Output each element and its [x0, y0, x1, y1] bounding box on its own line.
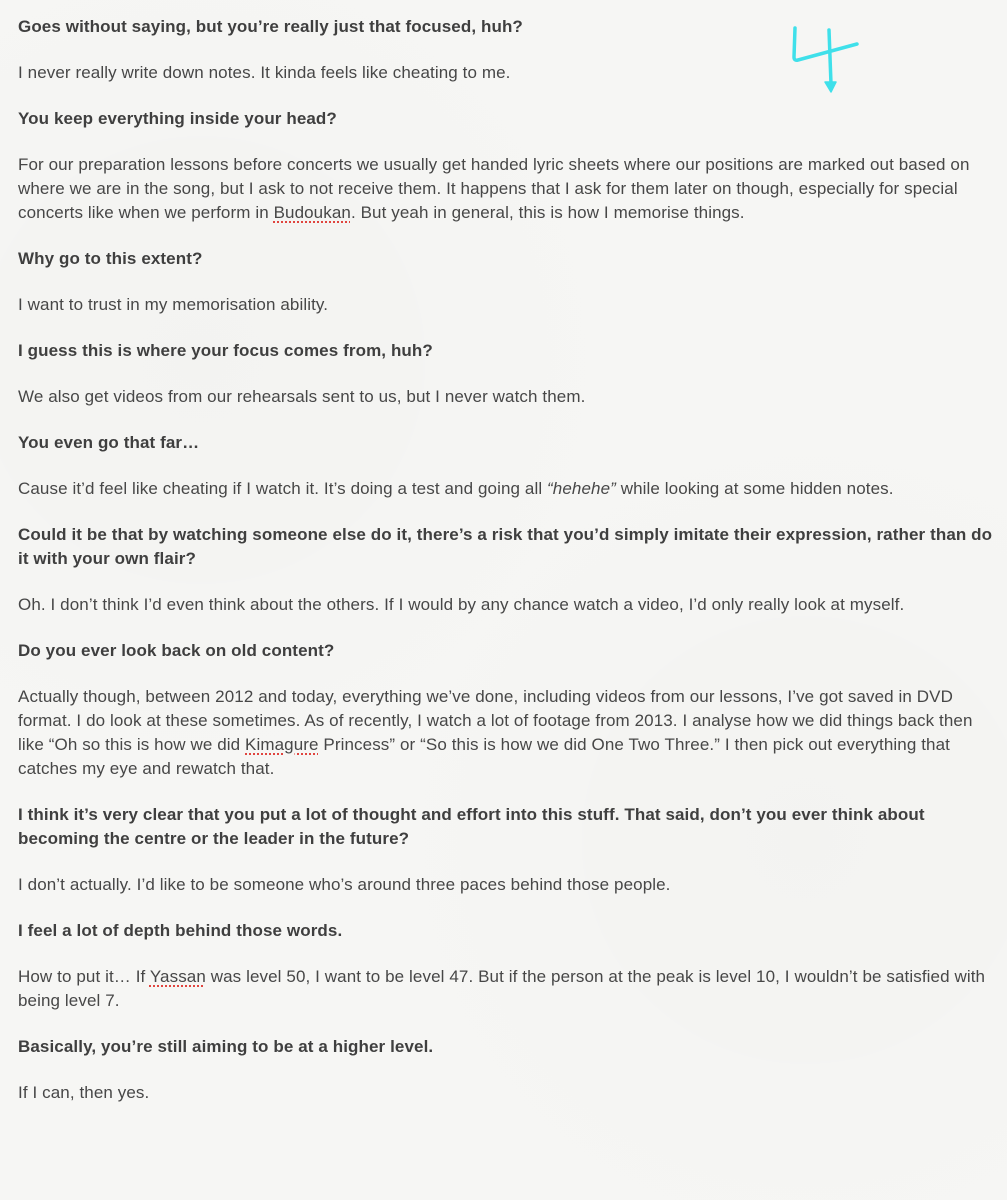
interview-answer	[18, 477, 993, 501]
text-span: How to put it… If	[18, 967, 150, 986]
paragraph-spacer	[18, 39, 993, 61]
text-span: . But yeah in general, this is how I memorise things.	[350, 203, 745, 222]
paragraph-spacer	[18, 363, 993, 385]
interview-question: Do you ever look back on old content?	[18, 641, 335, 660]
interview-question: I think it’s very clear that you put a lot of thought and effort into this stuff. That said, don’t you ever think about becoming the centre or the leader in the future?	[18, 805, 925, 848]
spellcheck-flagged-word: Budoukan	[273, 203, 351, 222]
interview-transcript	[18, 15, 993, 1105]
paragraph-spacer	[18, 851, 993, 873]
interview-question: Could it be that by watching someone else do it, there’s a risk that you’d simply imitate their expression, rather than do it with your own flair?	[18, 525, 993, 568]
interview-question: You even go that far…	[18, 433, 200, 452]
paragraph-spacer	[18, 781, 993, 803]
interview-question: I feel a lot of depth behind those words.	[18, 921, 343, 940]
interview-question: Goes without saying, but you’re really just that focused, huh?	[18, 17, 523, 36]
paragraph-spacer	[18, 455, 993, 477]
interview-answer: I never really write down notes. It kinda feels like cheating to me.	[18, 63, 511, 82]
paragraph-spacer	[18, 225, 993, 247]
paragraph-spacer	[18, 409, 993, 431]
paragraph-spacer	[18, 131, 993, 153]
text-span: Actually though, between 2012 and today, everything we’ve done, including videos from our lessons, I’ve got saved in DVD format. I do look at these sometimes. As of recently, I watch a lot of footage from 2013. I analyse how we did things back then like “Oh so this is how we did	[18, 687, 973, 754]
interview-answer: I don’t actually. I’d like to be someone who’s around three paces behind those people.	[18, 875, 671, 894]
interview-answer	[18, 965, 993, 1013]
interview-answer: Oh. I don’t think I’d even think about the others. If I would by any chance watch a video, I’d only really look at myself.	[18, 595, 905, 614]
text-span: while looking at some hidden notes.	[615, 479, 894, 498]
interview-question: Basically, you’re still aiming to be at a higher level.	[18, 1037, 434, 1056]
text-span: was level 50, I want to be level 47. But if the person at the peak is level 10, I wouldn’t be satisfied with being level 7.	[18, 967, 986, 1010]
paragraph-spacer	[18, 617, 993, 639]
italic-text: “hehehe”	[547, 479, 616, 498]
interview-question: Why go to this extent?	[18, 249, 203, 268]
paragraph-spacer	[18, 897, 993, 919]
paragraph-spacer	[18, 317, 993, 339]
paragraph-spacer	[18, 501, 993, 523]
paragraph-spacer	[18, 271, 993, 293]
paragraph-spacer	[18, 943, 993, 965]
paragraph-spacer	[18, 571, 993, 593]
interview-answer: If I can, then yes.	[18, 1083, 150, 1102]
text-span: For our preparation lessons before concerts we usually get handed lyric sheets where our positions are marked out based on where we are in the song, but I ask to not receive them. It happens that I ask for them later on though, especially for special concerts like when we perform in	[18, 155, 970, 222]
text-span: Princess” or “So this is how we did One Two Three.” I then pick out everything that catches my eye and rewatch that.	[18, 735, 950, 778]
interview-question: You keep everything inside your head?	[18, 109, 337, 128]
spellcheck-flagged-word: Yassan	[149, 967, 206, 986]
paragraph-spacer	[18, 1059, 993, 1081]
paragraph-spacer	[18, 1013, 993, 1035]
interview-answer	[18, 685, 993, 781]
interview-question: I guess this is where your focus comes from, huh?	[18, 341, 433, 360]
spellcheck-flagged-word: Kimagure	[245, 735, 319, 754]
interview-answer: We also get videos from our rehearsals sent to us, but I never watch them.	[18, 387, 586, 406]
interview-answer: I want to trust in my memorisation ability.	[18, 295, 329, 314]
text-span: Cause it’d feel like cheating if I watch it. It’s doing a test and going all	[18, 479, 548, 498]
paragraph-spacer	[18, 663, 993, 685]
interview-answer	[18, 153, 993, 225]
paragraph-spacer	[18, 85, 993, 107]
